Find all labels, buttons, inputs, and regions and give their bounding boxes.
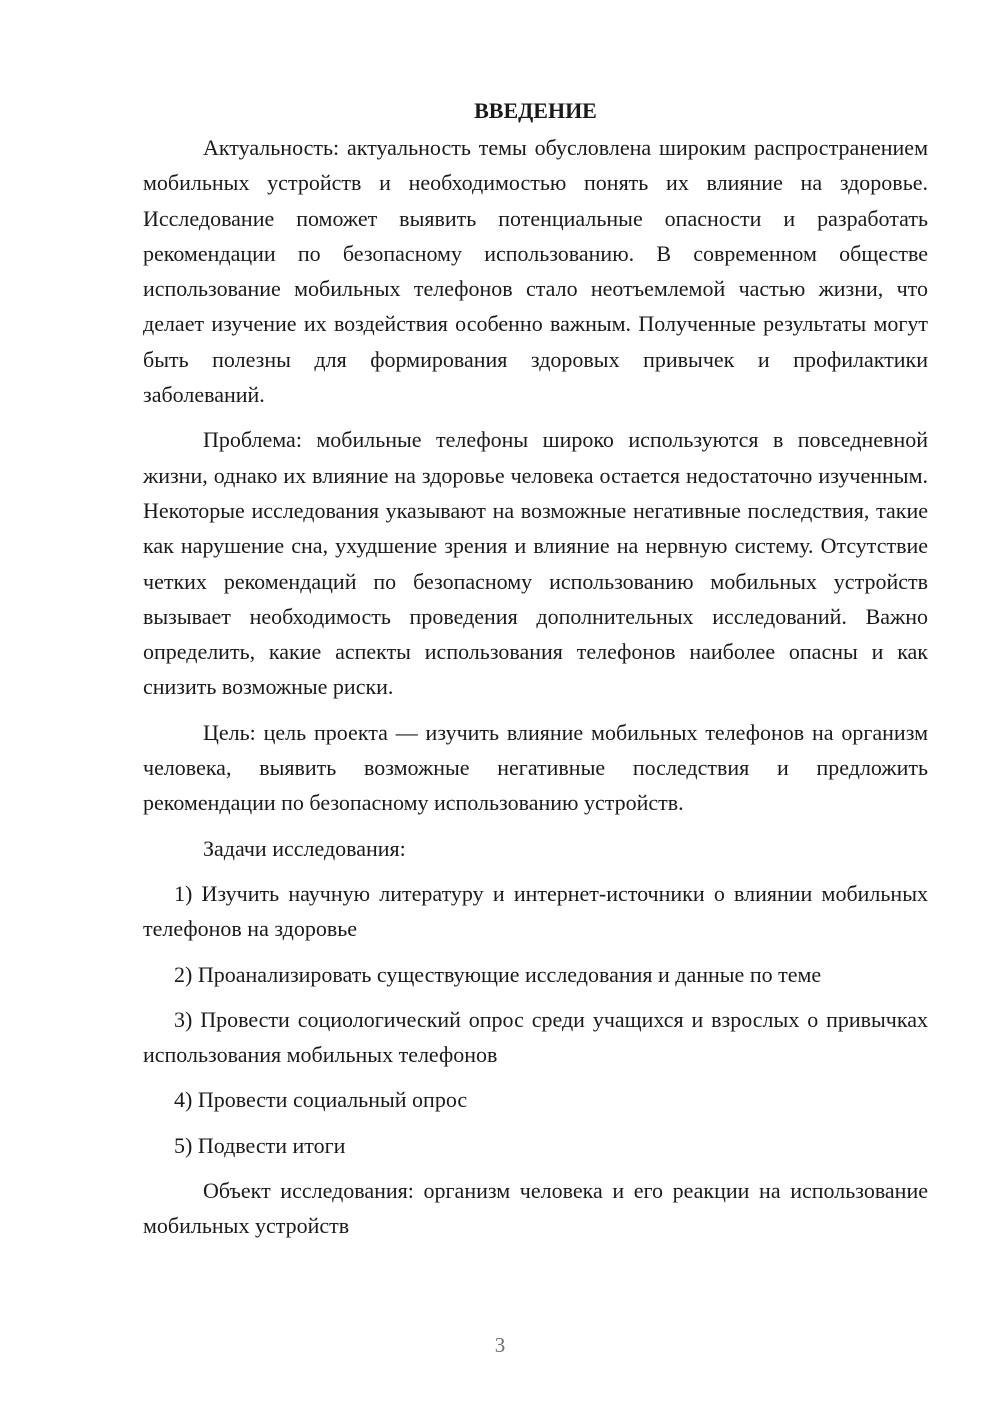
page-number: 3 bbox=[494, 1333, 506, 1357]
task-item-2: 2) Проанализировать существующие исследования и данные по теме bbox=[174, 961, 822, 987]
task-item-5: 5) Подвести итоги bbox=[174, 1132, 346, 1158]
paragraph-goal: Цель: цель проекта — изучить влияние мобильных телефонов на организм человека, выявить возможные негативные последствия и предложить рекомендации по безопасному использованию устройств. bbox=[143, 719, 928, 816]
task-item-4: 4) Провести социальный опрос bbox=[174, 1087, 468, 1113]
paragraph-object: Объект исследования: организм человека и его реакции на использование мобильных устройств bbox=[143, 1178, 928, 1239]
task-item-1: 1) Изучить научную литературу и интернет-источники о влиянии мобильных телефонов на здоровье bbox=[143, 880, 928, 942]
paragraph-tasks-heading: Задачи исследования: bbox=[203, 835, 406, 861]
section-heading: ВВЕДЕНИЕ bbox=[474, 98, 597, 123]
document-body bbox=[143, 93, 928, 1244]
task-item-3: 3) Провести социологический опрос среди учащихся и взрослых о привычках использования мобильных телефонов bbox=[143, 1006, 928, 1068]
paragraph-relevance: Актуальность: актуальность темы обусловлена широким распространением мобильных устройств и необходимостью понять их влияние на здоровье. Исследование поможет выявить потенциальные опасности и разработать рекомендации по безопасному использованию. В современном обществе использование мобильных телефонов стало неотъемлемой частью жизни, что делает изучение их воздействия особенно важным. Полученные результаты могут быть полезны для формирования здоровых привычек и профилактики заболеваний. bbox=[143, 135, 928, 408]
paragraph-problem: Проблема: мобильные телефоны широко используются в повседневной жизни, однако их влияние на здоровье человека остается недостаточно изученным. Некоторые исследования указывают на возможные негативные последствия, такие как нарушение сна, ухудшение зрения и влияние на нервную систему. Отсутствие четких рекомендаций по безопасному использованию мобильных устройств вызывает необходимость проведения дополнительных исследований. Важно определить, какие аспекты использования телефонов наиболее опасны и как снизить возможные риски. bbox=[143, 427, 928, 700]
